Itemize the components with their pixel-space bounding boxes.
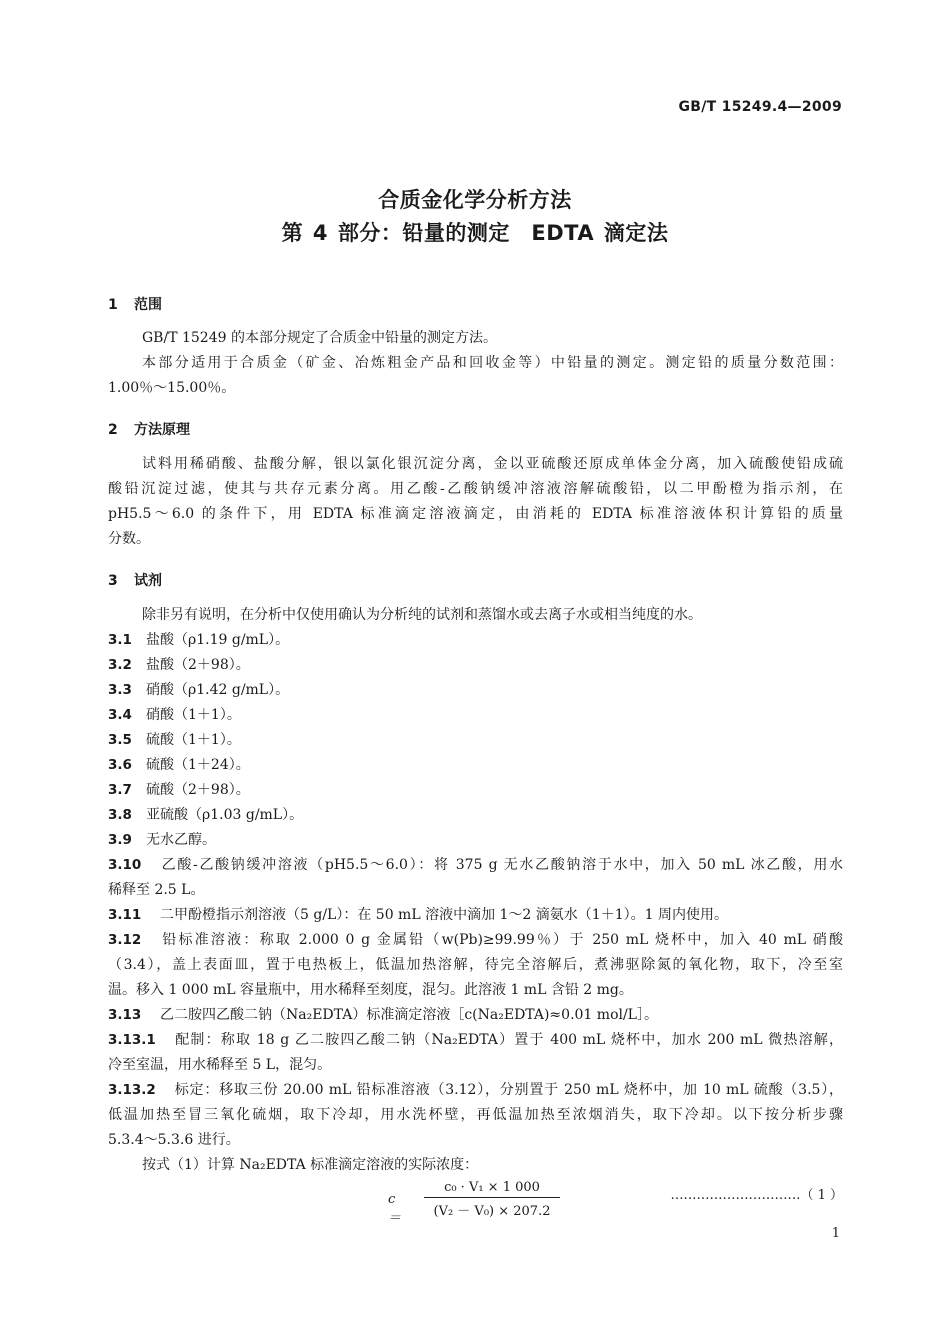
reagent-item bbox=[108, 728, 843, 753]
section-title: 方法原理 bbox=[134, 422, 190, 438]
reagent-text: 标定：移取三份 20.00 mL 铅标准溶液（3.12），分别置于 250 mL 烧杯中，加 10 mL 硫酸（3.5）， bbox=[174, 1082, 843, 1098]
section-heading-scope bbox=[108, 294, 162, 314]
formula-number: …………………………（ 1 ） bbox=[670, 1188, 843, 1203]
formula-numerator: c₀ · V₁ × 1 000 bbox=[444, 1180, 540, 1195]
reagent-3-10-line-1 bbox=[108, 853, 843, 878]
section-heading-reagents bbox=[108, 570, 162, 590]
reagent-text: 乙酸-乙酸钠缓冲溶液（pH5.5～6.0）：将 375 g 无水乙酸钠溶于水中，加入 50 mL 冰乙酸，用水 bbox=[160, 857, 843, 873]
reagent-text: 硫酸（1＋1）。 bbox=[146, 732, 241, 748]
section-heading-principle bbox=[108, 419, 190, 439]
reagent-text: 二甲酚橙指示剂溶液（5 g/L）：在 50 mL 溶液中滴加 1～2 滴氨水（1＋1）。1 周内使用。 bbox=[160, 907, 728, 923]
reagent-3-13-2-line-3: 5.3.4～5.3.6 进行。 bbox=[108, 1132, 240, 1148]
reagent-number: 3.4 bbox=[108, 707, 132, 723]
reagent-item bbox=[108, 828, 843, 853]
section-title: 试剂 bbox=[134, 573, 162, 589]
reagent-number: 3.11 bbox=[108, 907, 142, 923]
reagent-text: 硝酸（ρ1.42 g/mL）。 bbox=[146, 682, 290, 698]
formula-lhs: c ＝ bbox=[388, 1192, 402, 1226]
reagent-text: 无水乙醇。 bbox=[146, 832, 216, 848]
reagent-number: 3.13.2 bbox=[108, 1082, 156, 1098]
formula-denominator: (V₂ － V₀) × 207.2 bbox=[433, 1204, 551, 1219]
reagents-intro: 除非另有说明，在分析中仅使用确认为分析纯的试剂和蒸馏水或去离子水或相当纯度的水。 bbox=[142, 607, 702, 623]
reagent-text: 配制：称取 18 g 乙二胺四乙酸二钠（Na₂EDTA）置于 400 mL 烧杯中，加水 200 mL 微热溶解， bbox=[174, 1032, 843, 1048]
reagent-text: 乙二胺四乙酸二钠（Na₂EDTA）标准滴定溶液［c(Na₂EDTA)≈0.01 mol/L］。 bbox=[160, 1007, 658, 1023]
reagent-number: 3.9 bbox=[108, 832, 132, 848]
reagent-text: 盐酸（ρ1.19 g/mL）。 bbox=[146, 632, 290, 648]
reagent-item bbox=[108, 778, 843, 803]
reagent-number: 3.3 bbox=[108, 682, 132, 698]
reagent-3-12-line-1 bbox=[108, 928, 843, 953]
reagent-item bbox=[108, 628, 843, 653]
reagent-number: 3.8 bbox=[108, 807, 132, 823]
section-number: 3 bbox=[108, 573, 118, 589]
principle-line-1: 试料用稀硝酸、盐酸分解，银以氯化银沉淀分离，金以亚硫酸还原成单体金分离，加入硫酸使铅成硫 bbox=[142, 456, 843, 472]
page-number: 1 bbox=[831, 1226, 840, 1241]
reagent-number: 3.13.1 bbox=[108, 1032, 156, 1048]
reagent-text: 盐酸（2＋98）。 bbox=[146, 657, 250, 673]
document-title: 合质金化学分析方法 bbox=[378, 188, 572, 212]
reagent-3-12-line-3: 温。移入 1 000 mL 容量瓶中，用水稀释至刻度，混匀。此溶液 1 mL 含铅 2 mg。 bbox=[108, 982, 633, 998]
reagent-3-13-2-line-1 bbox=[108, 1078, 843, 1103]
reagent-text: 硫酸（1＋24）。 bbox=[146, 757, 250, 773]
principle-line-3: pH5.5～6.0 的条件下，用 EDTA 标准滴定溶液滴定，由消耗的 EDTA 标准溶液体积计算铅的质量 bbox=[108, 506, 843, 522]
reagent-3-11 bbox=[108, 903, 843, 928]
reagent-text: 硝酸（1＋1）。 bbox=[146, 707, 241, 723]
reagent-number: 3.7 bbox=[108, 782, 132, 798]
reagent-item bbox=[108, 803, 843, 828]
reagent-number: 3.5 bbox=[108, 732, 132, 748]
reagent-item bbox=[108, 703, 843, 728]
section-number: 1 bbox=[108, 297, 118, 313]
reagent-text: 亚硫酸（ρ1.03 g/mL）。 bbox=[146, 807, 304, 823]
reagent-item bbox=[108, 678, 843, 703]
scope-paragraph-1: GB/T 15249 的本部分规定了合质金中铅量的测定方法。 bbox=[142, 330, 497, 346]
reagent-3-13-1-line-2: 冷至室温，用水稀释至 5 L，混匀。 bbox=[108, 1057, 332, 1073]
scope-paragraph-2-line-1: 本部分适用于合质金（矿金、冶炼粗金产品和回收金等）中铅量的测定。测定铅的质量分数范围： bbox=[142, 355, 843, 371]
reagent-number: 3.6 bbox=[108, 757, 132, 773]
scope-paragraph-2-line-2: 1.00％～15.00％。 bbox=[108, 380, 236, 396]
reagent-number: 3.10 bbox=[108, 857, 142, 873]
reagent-3-10-line-2: 稀释至 2.5 L。 bbox=[108, 882, 205, 898]
principle-line-4: 分数。 bbox=[108, 531, 150, 547]
reagent-3-13-2-line-2: 低温加热至冒三氧化硫烟，取下冷却，用水洗杯壁，再低温加热至浓烟消失，取下冷却。以下按分析步骤 bbox=[108, 1107, 843, 1123]
reagent-number: 3.13 bbox=[108, 1007, 142, 1023]
reagent-text: 铅标准溶液：称取 2.000 0 g 金属铅（w(Pb)≥99.99％）于 250 mL 烧杯中，加入 40 mL 硝酸 bbox=[160, 932, 843, 948]
formula-fraction bbox=[422, 1180, 562, 1219]
reagent-number: 3.2 bbox=[108, 657, 132, 673]
principle-line-2: 酸铅沉淀过滤，使其与共存元素分离。用乙酸-乙酸钠缓冲溶液溶解硫酸铅，以二甲酚橙为指示剂，在 bbox=[108, 481, 843, 497]
calculation-intro: 按式（1）计算 Na₂EDTA 标准滴定溶液的实际浓度： bbox=[142, 1157, 479, 1173]
reagent-3-12-line-2: （3.4），盖上表面皿，置于电热板上，低温加热溶解，待完全溶解后，煮沸驱除氮的氧化物，取下，冷至室 bbox=[108, 957, 843, 973]
section-title: 范围 bbox=[134, 297, 162, 313]
section-number: 2 bbox=[108, 422, 118, 438]
reagent-number: 3.12 bbox=[108, 932, 142, 948]
document-subtitle: 第 4 部分：铅量的测定 EDTA 滴定法 bbox=[281, 221, 669, 245]
reagent-3-13-1-line-1 bbox=[108, 1028, 843, 1053]
standard-code: GB/T 15249.4—2009 bbox=[678, 99, 842, 115]
reagent-text: 硫酸（2＋98）。 bbox=[146, 782, 250, 798]
reagent-number: 3.1 bbox=[108, 632, 132, 648]
reagent-item bbox=[108, 753, 843, 778]
reagent-item bbox=[108, 653, 843, 678]
reagent-3-13 bbox=[108, 1003, 843, 1028]
